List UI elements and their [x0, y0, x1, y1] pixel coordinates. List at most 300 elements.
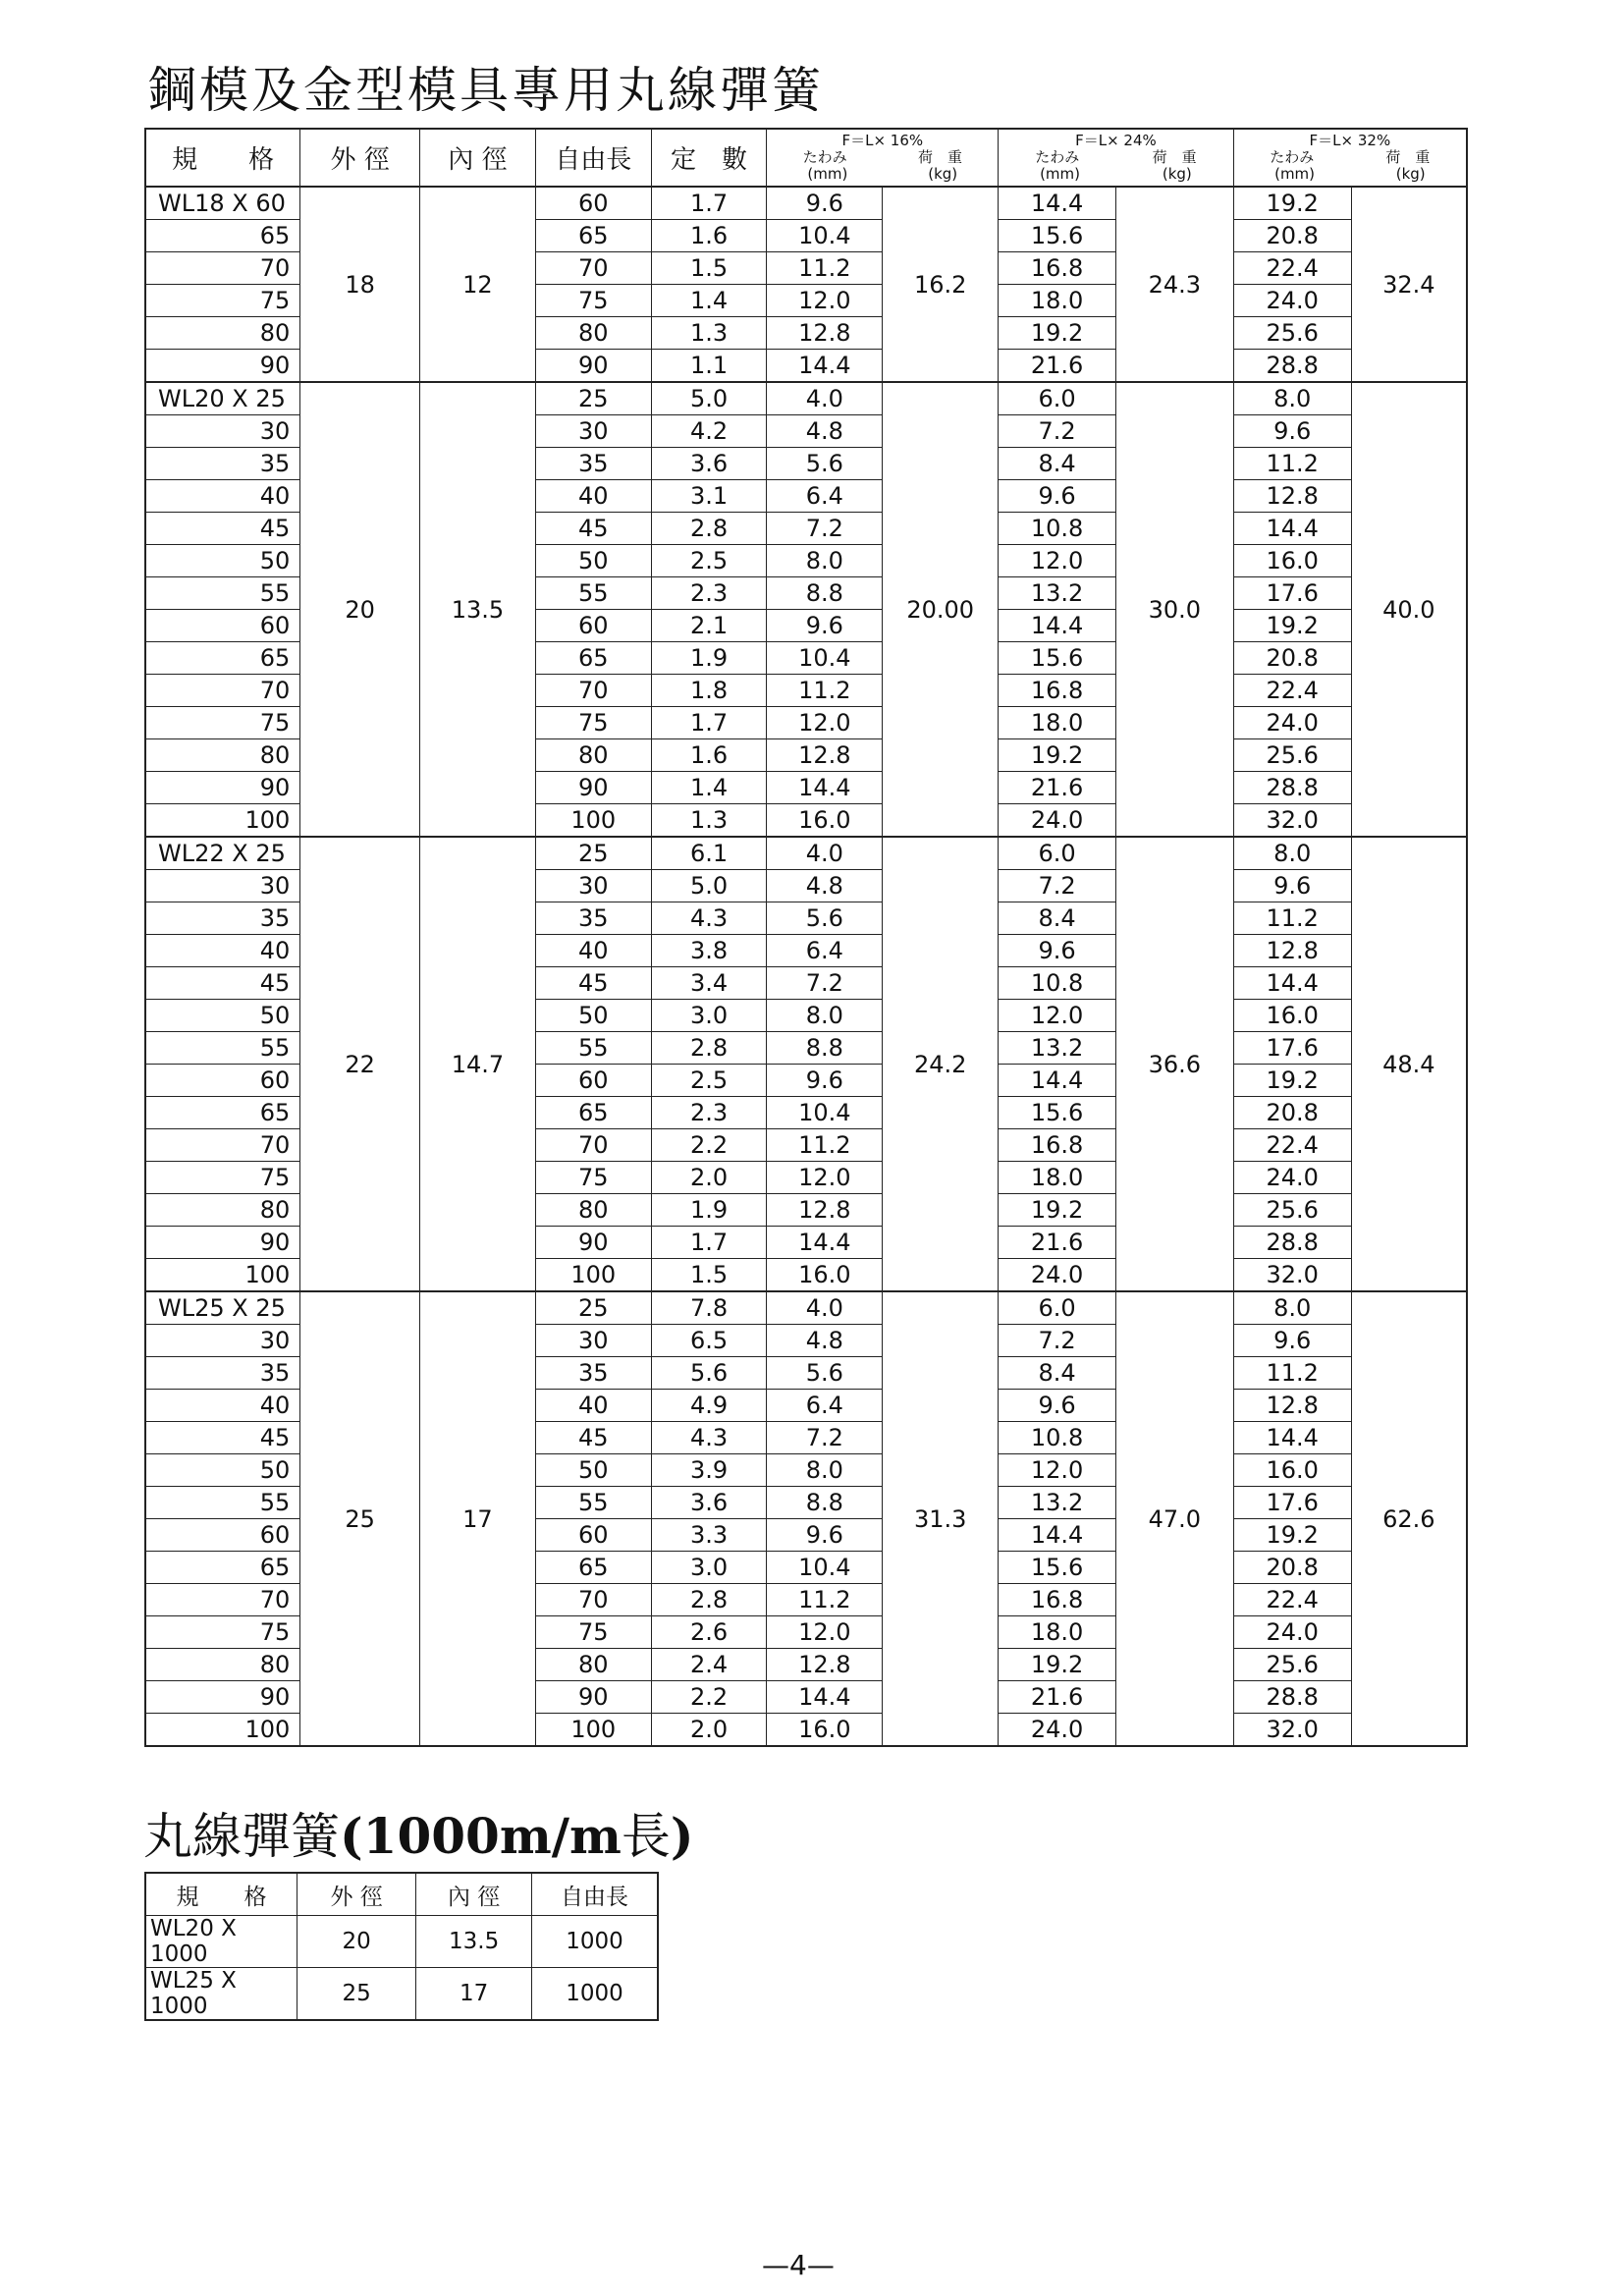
deflection-32: 32.0: [1233, 804, 1351, 838]
deflection-24: 9.6: [999, 1390, 1116, 1422]
deflection-24: 24.0: [999, 1259, 1116, 1292]
header-id: 內 徑: [420, 129, 536, 187]
deflection-32: 24.0: [1233, 1162, 1351, 1194]
free-length: 45: [535, 967, 651, 1000]
deflection-24: 7.2: [999, 1325, 1116, 1357]
deflection-16: 6.4: [767, 1390, 883, 1422]
deflection-32: 16.0: [1233, 1000, 1351, 1032]
deflection-24: 18.0: [999, 1616, 1116, 1649]
spring-rate: 3.0: [651, 1552, 767, 1584]
spec-length: 75: [145, 1616, 300, 1649]
free-length: 65: [535, 642, 651, 675]
deflection-24: 14.4: [999, 1065, 1116, 1097]
deflection-32: 22.4: [1233, 675, 1351, 707]
long-free-length: 1000: [531, 1916, 658, 1968]
deflection-16: 6.4: [767, 935, 883, 967]
free-length: 75: [535, 1616, 651, 1649]
free-length: 65: [535, 1552, 651, 1584]
free-length: 70: [535, 675, 651, 707]
spring-rate: 2.6: [651, 1616, 767, 1649]
deflection-16: 5.6: [767, 1357, 883, 1390]
deflection-16: 12.0: [767, 285, 883, 317]
table-row: [145, 187, 1467, 220]
spring-rate: 1.6: [651, 739, 767, 772]
spec-length: 100: [145, 1259, 300, 1292]
header-spec: 規 格: [145, 129, 300, 187]
deflection-24: 15.6: [999, 1097, 1116, 1129]
spec-length: 60: [145, 1065, 300, 1097]
spec-length: 50: [145, 1000, 300, 1032]
header-f32-mm: (mm): [1274, 165, 1316, 183]
free-length: 60: [535, 187, 651, 220]
spring-rate: 2.5: [651, 545, 767, 577]
deflection-24: 8.4: [999, 448, 1116, 480]
header-f16: [767, 129, 999, 187]
free-length: 60: [535, 1519, 651, 1552]
spring-rate: 2.0: [651, 1714, 767, 1747]
spec-length: 90: [145, 1227, 300, 1259]
long-od: 25: [297, 1968, 415, 2021]
header-f24-deflection: たわみ: [1035, 148, 1080, 166]
spring-rate: 5.6: [651, 1357, 767, 1390]
deflection-24: 6.0: [999, 1291, 1116, 1325]
spec-length: 90: [145, 772, 300, 804]
header-f16-formula: F＝L× 16%: [841, 132, 924, 149]
deflection-24: 12.0: [999, 545, 1116, 577]
deflection-32: 9.6: [1233, 1325, 1351, 1357]
deflection-32: 16.0: [1233, 1454, 1351, 1487]
load-24: 30.0: [1115, 382, 1233, 837]
spring-rate: 4.2: [651, 415, 767, 448]
deflection-24: 12.0: [999, 1454, 1116, 1487]
deflection-16: 9.6: [767, 187, 883, 220]
deflection-16: 12.8: [767, 1194, 883, 1227]
free-length: 75: [535, 707, 651, 739]
deflection-32: 19.2: [1233, 187, 1351, 220]
header-f16-kg: (kg): [928, 165, 958, 183]
deflection-32: 14.4: [1233, 513, 1351, 545]
free-length: 30: [535, 1325, 651, 1357]
long-header-id: 內 徑: [416, 1873, 532, 1916]
deflection-32: 11.2: [1233, 448, 1351, 480]
deflection-32: 25.6: [1233, 739, 1351, 772]
long-od: 20: [297, 1916, 415, 1968]
long-header-od: 外 徑: [297, 1873, 415, 1916]
spec-length: 65: [145, 642, 300, 675]
spec-length: 50: [145, 545, 300, 577]
header-f24-kg: (kg): [1162, 165, 1192, 183]
free-length: 30: [535, 415, 651, 448]
free-length: 50: [535, 1454, 651, 1487]
header-f16-load: 荷 重: [917, 148, 962, 166]
spec-length: 65: [145, 1552, 300, 1584]
outer-diameter: 22: [300, 837, 420, 1291]
spec-length: 40: [145, 1390, 300, 1422]
deflection-32: 17.6: [1233, 1487, 1351, 1519]
deflection-24: 14.4: [999, 1519, 1116, 1552]
spring-rate: 6.5: [651, 1325, 767, 1357]
deflection-16: 12.8: [767, 1649, 883, 1681]
spec-length: 80: [145, 1649, 300, 1681]
free-length: 60: [535, 1065, 651, 1097]
free-length: 80: [535, 317, 651, 350]
deflection-24: 9.6: [999, 935, 1116, 967]
spec-length: 75: [145, 285, 300, 317]
long-free-length: 1000: [531, 1968, 658, 2021]
deflection-16: 9.6: [767, 1519, 883, 1552]
deflection-24: 7.2: [999, 870, 1116, 902]
deflection-16: 7.2: [767, 513, 883, 545]
spec-length: 65: [145, 1097, 300, 1129]
deflection-24: 8.4: [999, 902, 1116, 935]
spec-length: 30: [145, 870, 300, 902]
header-free-length: 自由長: [535, 129, 651, 187]
deflection-16: 9.6: [767, 1065, 883, 1097]
spring-spec-table: [144, 128, 1468, 1747]
free-length: 35: [535, 448, 651, 480]
load-16: 16.2: [883, 187, 999, 382]
deflection-16: 12.8: [767, 739, 883, 772]
load-24: 36.6: [1115, 837, 1233, 1291]
deflection-16: 16.0: [767, 804, 883, 838]
spring-rate: 2.1: [651, 610, 767, 642]
deflection-32: 20.8: [1233, 1097, 1351, 1129]
deflection-16: 11.2: [767, 1584, 883, 1616]
spec-length: 100: [145, 1714, 300, 1747]
deflection-32: 12.8: [1233, 935, 1351, 967]
deflection-16: 5.6: [767, 448, 883, 480]
deflection-16: 8.8: [767, 577, 883, 610]
page-number: —4—: [762, 2249, 835, 2281]
deflection-16: 12.0: [767, 707, 883, 739]
spec-length: 65: [145, 220, 300, 252]
deflection-16: 8.8: [767, 1032, 883, 1065]
header-f32-load: 荷 重: [1385, 148, 1431, 166]
header-f24-mm: (mm): [1040, 165, 1080, 183]
spring-rate: 1.8: [651, 675, 767, 707]
spec-length: 80: [145, 1194, 300, 1227]
spring-rate: 1.9: [651, 642, 767, 675]
header-f32-formula: F＝L× 32%: [1309, 132, 1391, 149]
load-24: 24.3: [1115, 187, 1233, 382]
spec-length: 55: [145, 1487, 300, 1519]
deflection-32: 17.6: [1233, 577, 1351, 610]
deflection-16: 9.6: [767, 610, 883, 642]
deflection-32: 25.6: [1233, 1649, 1351, 1681]
deflection-24: 16.8: [999, 675, 1116, 707]
long-header-spec: 規 格: [145, 1873, 297, 1916]
deflection-32: 24.0: [1233, 285, 1351, 317]
spec-length: 60: [145, 1519, 300, 1552]
deflection-24: 24.0: [999, 1714, 1116, 1747]
long-id: 13.5: [416, 1916, 532, 1968]
spring-rate: 1.7: [651, 1227, 767, 1259]
deflection-24: 18.0: [999, 707, 1116, 739]
spec-length: 90: [145, 1681, 300, 1714]
deflection-24: 10.8: [999, 1422, 1116, 1454]
spec-length: 80: [145, 317, 300, 350]
deflection-16: 12.0: [767, 1616, 883, 1649]
header-f24: [999, 129, 1234, 187]
deflection-32: 20.8: [1233, 1552, 1351, 1584]
spring-rate: 2.8: [651, 1584, 767, 1616]
deflection-32: 22.4: [1233, 252, 1351, 285]
load-32: 48.4: [1351, 837, 1467, 1291]
deflection-32: 12.8: [1233, 1390, 1351, 1422]
spec-length: 35: [145, 448, 300, 480]
deflection-16: 4.0: [767, 837, 883, 870]
spec-length: 90: [145, 350, 300, 383]
spring-rate: 3.8: [651, 935, 767, 967]
spec-length: 45: [145, 513, 300, 545]
deflection-24: 13.2: [999, 1032, 1116, 1065]
section2-title-paren: (1000m/m: [340, 1807, 622, 1865]
deflection-32: 32.0: [1233, 1259, 1351, 1292]
spring-rate: 3.6: [651, 448, 767, 480]
free-length: 100: [535, 1714, 651, 1747]
load-16: 31.3: [883, 1291, 999, 1746]
free-length: 100: [535, 804, 651, 838]
long-table-row: [145, 1916, 658, 1968]
deflection-16: 7.2: [767, 1422, 883, 1454]
deflection-24: 10.8: [999, 967, 1116, 1000]
deflection-16: 5.6: [767, 902, 883, 935]
free-length: 100: [535, 1259, 651, 1292]
spec-length: 55: [145, 577, 300, 610]
deflection-24: 16.8: [999, 1129, 1116, 1162]
deflection-24: 19.2: [999, 317, 1116, 350]
spring-rate: 1.7: [651, 707, 767, 739]
deflection-32: 32.0: [1233, 1714, 1351, 1747]
free-length: 35: [535, 902, 651, 935]
deflection-24: 15.6: [999, 220, 1116, 252]
free-length: 25: [535, 382, 651, 415]
free-length: 65: [535, 220, 651, 252]
deflection-32: 11.2: [1233, 1357, 1351, 1390]
spring-rate: 1.7: [651, 187, 767, 220]
deflection-16: 12.8: [767, 317, 883, 350]
spring-rate: 2.8: [651, 1032, 767, 1065]
deflection-16: 14.4: [767, 1227, 883, 1259]
long-spec: WL25 X 1000: [145, 1968, 297, 2021]
deflection-16: 8.0: [767, 1000, 883, 1032]
deflection-16: 8.0: [767, 1454, 883, 1487]
inner-diameter: 13.5: [420, 382, 536, 837]
deflection-32: 28.8: [1233, 350, 1351, 383]
deflection-24: 21.6: [999, 350, 1116, 383]
deflection-16: 12.0: [767, 1162, 883, 1194]
deflection-16: 4.0: [767, 1291, 883, 1325]
spring-rate: 3.3: [651, 1519, 767, 1552]
deflection-32: 19.2: [1233, 610, 1351, 642]
deflection-24: 12.0: [999, 1000, 1116, 1032]
header-f16-mm: (mm): [807, 165, 848, 183]
deflection-32: 8.0: [1233, 1291, 1351, 1325]
deflection-32: 14.4: [1233, 1422, 1351, 1454]
free-length: 70: [535, 1584, 651, 1616]
header-f32: [1233, 129, 1467, 187]
spring-rate: 3.0: [651, 1000, 767, 1032]
deflection-32: 28.8: [1233, 1681, 1351, 1714]
load-16: 24.2: [883, 837, 999, 1291]
long-spring-table: [144, 1872, 659, 2021]
deflection-16: 11.2: [767, 1129, 883, 1162]
spec-length: 35: [145, 902, 300, 935]
spec-length: 70: [145, 1584, 300, 1616]
free-length: 50: [535, 1000, 651, 1032]
outer-diameter: 18: [300, 187, 420, 382]
long-header-free-length: 自由長: [531, 1873, 658, 1916]
deflection-24: 6.0: [999, 382, 1116, 415]
deflection-16: 11.2: [767, 675, 883, 707]
free-length: 90: [535, 1681, 651, 1714]
deflection-32: 8.0: [1233, 837, 1351, 870]
spring-rate: 6.1: [651, 837, 767, 870]
deflection-16: 14.4: [767, 350, 883, 383]
spring-rate: 2.3: [651, 577, 767, 610]
spring-rate: 4.3: [651, 1422, 767, 1454]
spring-rate: 2.0: [651, 1162, 767, 1194]
deflection-24: 10.8: [999, 513, 1116, 545]
spring-rate: 1.5: [651, 252, 767, 285]
deflection-24: 6.0: [999, 837, 1116, 870]
deflection-16: 10.4: [767, 1552, 883, 1584]
spec-label: WL18 X 60: [145, 187, 300, 220]
free-length: 75: [535, 1162, 651, 1194]
free-length: 65: [535, 1097, 651, 1129]
deflection-24: 15.6: [999, 1552, 1116, 1584]
deflection-16: 4.8: [767, 870, 883, 902]
spring-rate: 1.5: [651, 1259, 767, 1292]
spec-length: 40: [145, 480, 300, 513]
long-table-row: [145, 1968, 658, 2021]
deflection-16: 10.4: [767, 642, 883, 675]
free-length: 35: [535, 1357, 651, 1390]
deflection-32: 11.2: [1233, 902, 1351, 935]
spring-rate: 1.3: [651, 317, 767, 350]
spec-label: WL20 X 25: [145, 382, 300, 415]
spring-rate: 2.5: [651, 1065, 767, 1097]
deflection-24: 7.2: [999, 415, 1116, 448]
deflection-24: 13.2: [999, 1487, 1116, 1519]
deflection-32: 16.0: [1233, 545, 1351, 577]
deflection-32: 12.8: [1233, 480, 1351, 513]
long-id: 17: [416, 1968, 532, 2021]
section2-title: [143, 1797, 694, 1868]
spring-rate: 4.9: [651, 1390, 767, 1422]
deflection-16: 10.4: [767, 1097, 883, 1129]
deflection-24: 21.6: [999, 772, 1116, 804]
inner-diameter: 12: [420, 187, 536, 382]
free-length: 70: [535, 252, 651, 285]
deflection-32: 22.4: [1233, 1584, 1351, 1616]
spring-rate: 1.9: [651, 1194, 767, 1227]
table-row: [145, 382, 1467, 415]
deflection-32: 14.4: [1233, 967, 1351, 1000]
deflection-32: 8.0: [1233, 382, 1351, 415]
header-f32-kg: (kg): [1395, 165, 1426, 183]
spec-length: 60: [145, 610, 300, 642]
deflection-16: 11.2: [767, 252, 883, 285]
long-spec: WL20 X 1000: [145, 1916, 297, 1968]
free-length: 45: [535, 1422, 651, 1454]
free-length: 90: [535, 1227, 651, 1259]
deflection-16: 4.8: [767, 1325, 883, 1357]
spring-rate: 1.4: [651, 285, 767, 317]
deflection-16: 4.0: [767, 382, 883, 415]
spec-length: 55: [145, 1032, 300, 1065]
free-length: 55: [535, 577, 651, 610]
deflection-32: 24.0: [1233, 707, 1351, 739]
deflection-24: 8.4: [999, 1357, 1116, 1390]
deflection-24: 13.2: [999, 577, 1116, 610]
deflection-16: 16.0: [767, 1714, 883, 1747]
deflection-16: 4.8: [767, 415, 883, 448]
free-length: 70: [535, 1129, 651, 1162]
deflection-24: 16.8: [999, 252, 1116, 285]
outer-diameter: 25: [300, 1291, 420, 1746]
free-length: 75: [535, 285, 651, 317]
free-length: 55: [535, 1487, 651, 1519]
section2-title-cjk2: 長: [621, 1808, 671, 1865]
deflection-24: 18.0: [999, 285, 1116, 317]
deflection-16: 6.4: [767, 480, 883, 513]
inner-diameter: 14.7: [420, 837, 536, 1291]
deflection-24: 14.4: [999, 610, 1116, 642]
spring-rate: 1.3: [651, 804, 767, 838]
spring-rate: 3.1: [651, 480, 767, 513]
spec-label: WL25 X 25: [145, 1291, 300, 1325]
deflection-32: 24.0: [1233, 1616, 1351, 1649]
deflection-32: 20.8: [1233, 642, 1351, 675]
deflection-16: 16.0: [767, 1259, 883, 1292]
deflection-32: 19.2: [1233, 1065, 1351, 1097]
free-length: 50: [535, 545, 651, 577]
free-length: 40: [535, 480, 651, 513]
deflection-24: 21.6: [999, 1227, 1116, 1259]
deflection-24: 19.2: [999, 1649, 1116, 1681]
table-row: [145, 1291, 1467, 1325]
load-32: 40.0: [1351, 382, 1467, 837]
free-length: 80: [535, 1194, 651, 1227]
deflection-24: 9.6: [999, 480, 1116, 513]
deflection-32: 28.8: [1233, 772, 1351, 804]
free-length: 45: [535, 513, 651, 545]
deflection-16: 14.4: [767, 1681, 883, 1714]
spring-rate: 4.3: [651, 902, 767, 935]
deflection-24: 15.6: [999, 642, 1116, 675]
outer-diameter: 20: [300, 382, 420, 837]
load-32: 32.4: [1351, 187, 1467, 382]
free-length: 40: [535, 935, 651, 967]
section2-title-cjk: 丸線彈簧: [143, 1808, 340, 1865]
spring-rate: 3.6: [651, 1487, 767, 1519]
free-length: 40: [535, 1390, 651, 1422]
load-24: 47.0: [1115, 1291, 1233, 1746]
load-32: 62.6: [1351, 1291, 1467, 1746]
deflection-32: 28.8: [1233, 1227, 1351, 1259]
deflection-16: 8.0: [767, 545, 883, 577]
spec-length: 30: [145, 1325, 300, 1357]
deflection-24: 21.6: [999, 1681, 1116, 1714]
deflection-32: 22.4: [1233, 1129, 1351, 1162]
spec-length: 70: [145, 1129, 300, 1162]
free-length: 80: [535, 1649, 651, 1681]
free-length: 25: [535, 837, 651, 870]
deflection-32: 25.6: [1233, 1194, 1351, 1227]
deflection-16: 8.8: [767, 1487, 883, 1519]
deflection-16: 7.2: [767, 967, 883, 1000]
